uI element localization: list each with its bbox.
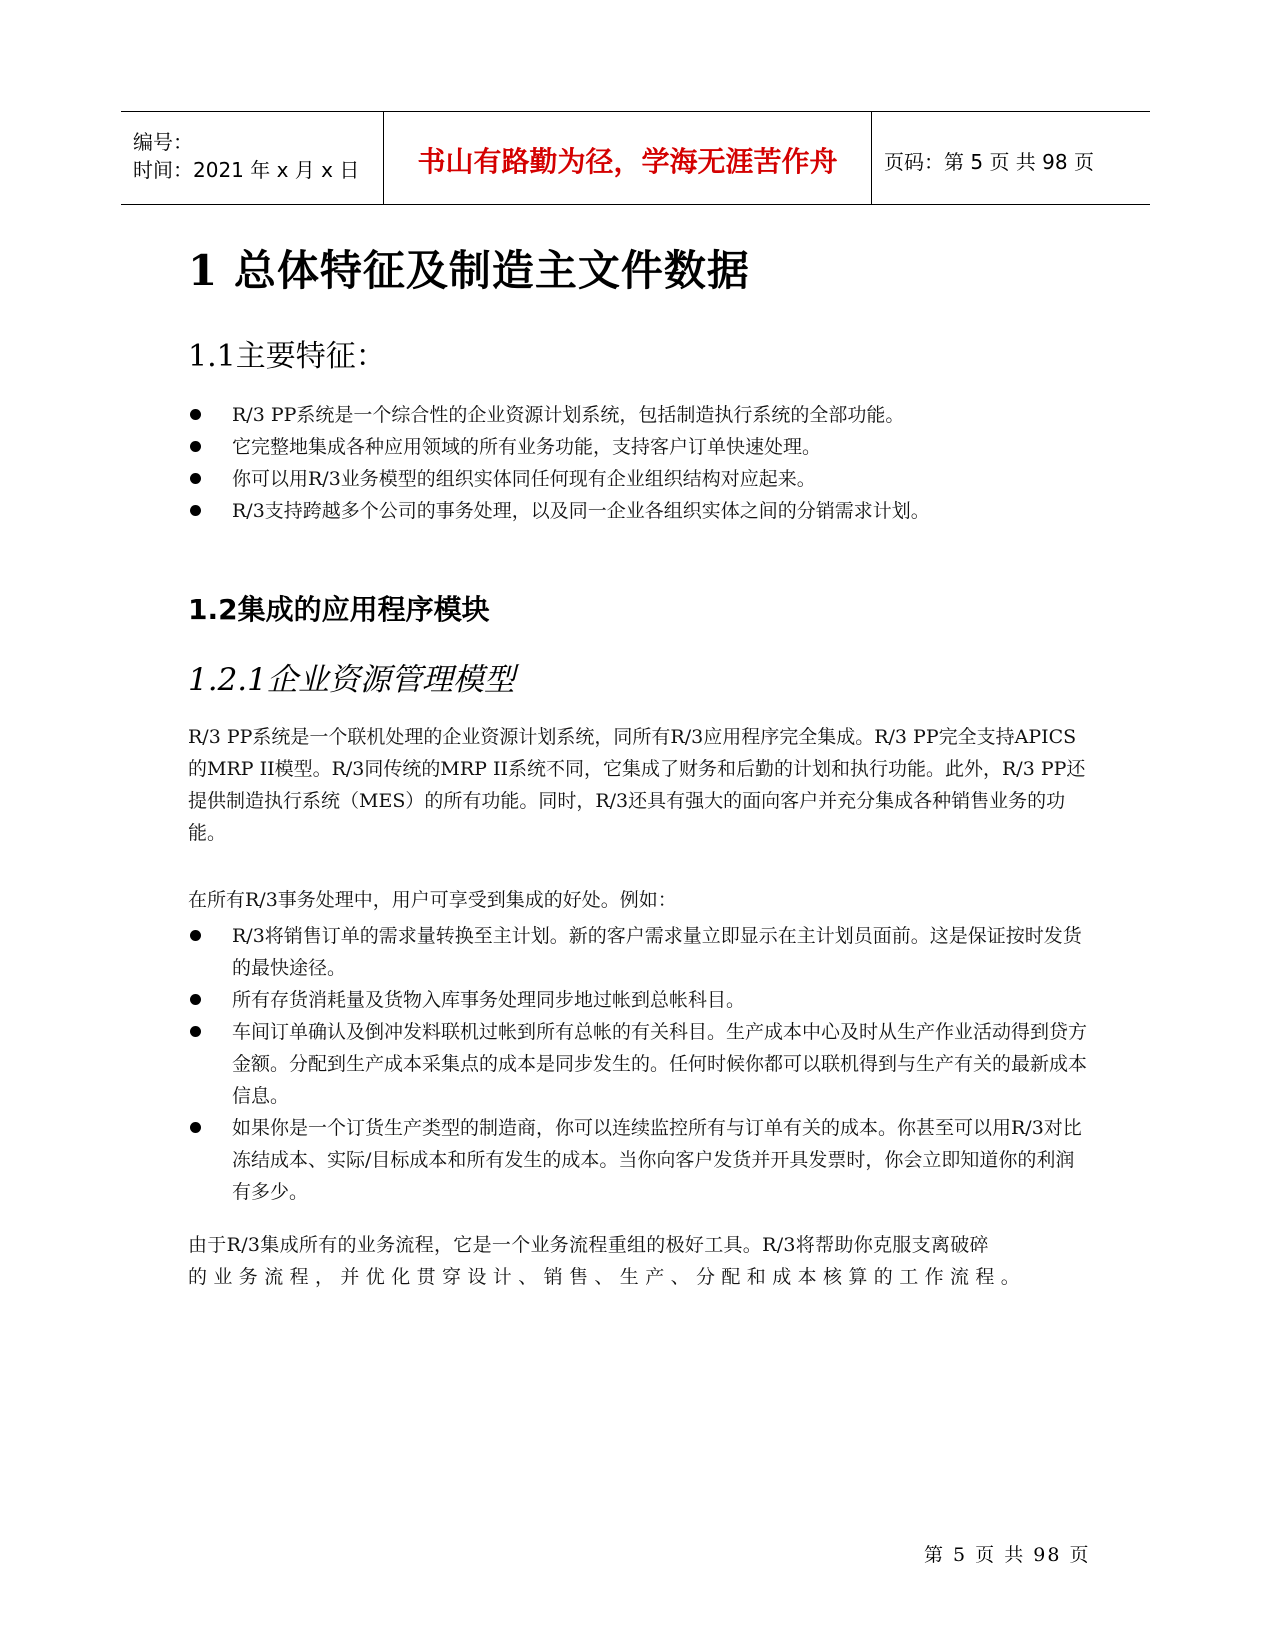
paragraph-integration-intro: 在所有R/3事务处理中，用户可享受到集成的好处。例如： <box>188 889 677 911</box>
page-title: 1 总体特征及制造主文件数据 <box>188 246 750 295</box>
list-item: 它完整地集成各种应用领域的所有业务功能，支持客户订单快速处理。 <box>188 431 930 463</box>
list-item: R/3支持跨越多个公司的事务处理，以及同一企业各组织实体之间的分销需求计划。 <box>188 495 930 527</box>
list-item: R/3 PP系统是一个综合性的企业资源计划系统，包括制造执行系统的全部功能。 <box>188 399 930 431</box>
list-item: 你可以用R/3业务模型的组织实体同任何现有企业组织结构对应起来。 <box>188 463 930 495</box>
paragraph-erp-overview: R/3 PP系统是一个联机处理的企业资源计划系统，同所有R/3应用程序完全集成。R/3 PP完全支持APICS的MRP II模型。R/3同传统的MRP II系统不同，它集成了财务和后勤的计划和执行功能。此外，R/3 PP还提供制造执行系统（MES）的所有功能。同时，R/3还具有强大的面向客户并充分集成各种销售业务的功能。 <box>188 726 1086 844</box>
list-item: 如果你是一个订货生产类型的制造商，你可以连续监控所有与订单有关的成本。你甚至可以用R/3对比冻结成本、实际/目标成本和所有发生的成本。当你向客户发货并开具发票时，你会立即知道你的利润有多少。 <box>188 1112 1088 1208</box>
paragraph-line: 的业务流程，并优化贯穿设计、销售、生产、分配和成本核算的工作流程。 <box>188 1266 1027 1288</box>
page-footer: 第 5 页 共 98 页 <box>924 1544 1091 1566</box>
header-meta-cell <box>121 112 384 204</box>
section-heading-main-features: 1.1主要特征： <box>188 339 386 374</box>
header-motto: 书山有路勤为径，学海无涯苦作舟 <box>384 112 872 204</box>
list-item: 车间订单确认及倒冲发料联机过帐到所有总帐的有关科目。生产成本中心及时从生产作业活动得到贷方金额。分配到生产成本采集点的成本是同步发生的。任何时候你都可以联机得到与生产有关的最新成本信息。 <box>188 1016 1088 1112</box>
integration-benefits-list <box>188 920 1088 1208</box>
section-heading-integrated-modules: 1.2集成的应用程序模块 <box>188 593 490 626</box>
paragraph-process-reengineering <box>188 1229 1088 1293</box>
main-features-list <box>188 399 930 527</box>
subsection-heading-erp-model: 1.2.1企业资源管理模型 <box>188 662 515 698</box>
document-date: 时间：2021 年 x 月 x 日 <box>133 158 360 182</box>
list-item: 所有存货消耗量及货物入库事务处理同步地过帐到总帐科目。 <box>188 984 1088 1016</box>
paragraph-line: 由于R/3集成所有的业务流程，它是一个业务流程重组的极好工具。R/3将帮助你克服支离破碎 <box>188 1234 989 1256</box>
header-page-info: 页码：第 5 页 共 98 页 <box>884 149 1094 174</box>
list-item: R/3将销售订单的需求量转换至主计划。新的客户需求量立即显示在主计划员面前。这是保证按时发货的最快途径。 <box>188 920 1088 984</box>
page-header <box>121 111 1150 205</box>
document-number-label: 编号： <box>133 130 193 154</box>
